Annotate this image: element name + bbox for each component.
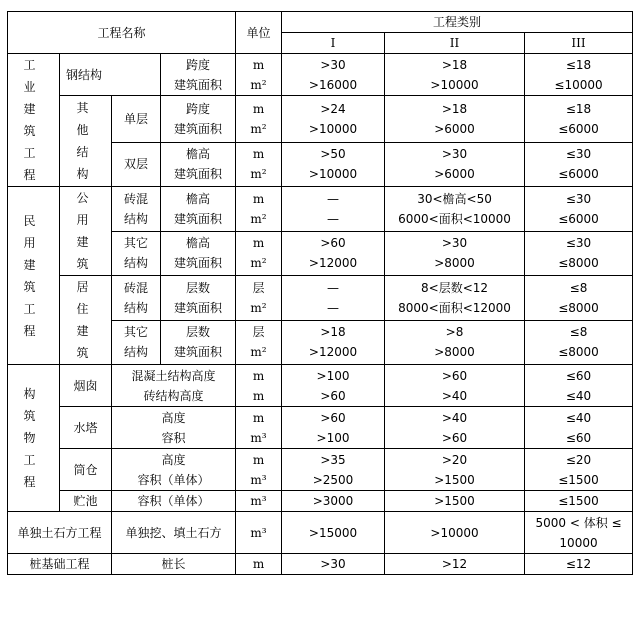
subgroup-brick-concrete: 砖混结构 bbox=[112, 276, 161, 321]
unit-cell: m m bbox=[236, 365, 282, 407]
group-civil: 民用建筑工程 bbox=[8, 187, 60, 365]
subgroup-steel: 钢结构 bbox=[60, 54, 161, 96]
unit-cell: m bbox=[236, 554, 282, 575]
subgroup-storage-pool: 贮池 bbox=[60, 491, 112, 512]
subgroup-pile-length: 桩长 bbox=[112, 554, 236, 575]
value-cell: >40 >60 bbox=[385, 407, 525, 449]
value-cell: ≤8 ≤8000 bbox=[525, 320, 633, 365]
value-cell: ≤20 ≤1500 bbox=[525, 449, 633, 491]
group-structure: 构筑物工程 bbox=[8, 365, 60, 512]
subgroup-double-floor: 双层 bbox=[112, 142, 161, 187]
subgroup-chimney: 烟囱 bbox=[60, 365, 112, 407]
value-cell: 5000 < 体积 ≤ 10000 bbox=[525, 512, 633, 554]
unit-cell: 层 m² bbox=[236, 320, 282, 365]
value-cell: >24 >10000 bbox=[282, 96, 385, 143]
value-cell: >30 >16000 bbox=[282, 54, 385, 96]
unit-cell: m m² bbox=[236, 142, 282, 187]
header-category: 工程类别 bbox=[282, 12, 633, 33]
value-cell: ≤30 ≤6000 bbox=[525, 187, 633, 232]
value-cell: >8 >8000 bbox=[385, 320, 525, 365]
metric-cell: 檐高 建筑面积 bbox=[161, 187, 236, 232]
value-cell: >15000 bbox=[282, 512, 385, 554]
subgroup-other: 其它结构 bbox=[112, 231, 161, 276]
header-class-3: III bbox=[525, 33, 633, 54]
value-cell: 30<檐高<50 6000<面积<10000 bbox=[385, 187, 525, 232]
unit-cell: m m³ bbox=[236, 449, 282, 491]
value-cell: ≤60 ≤40 bbox=[525, 365, 633, 407]
value-cell: >20 >1500 bbox=[385, 449, 525, 491]
metric-cell: 檐高 建筑面积 bbox=[161, 231, 236, 276]
metric-cell: 檐高 建筑面积 bbox=[161, 142, 236, 187]
unit-cell: 层 m² bbox=[236, 276, 282, 321]
metric-cell: 层数 建筑面积 bbox=[161, 320, 236, 365]
value-cell: ≤40 ≤60 bbox=[525, 407, 633, 449]
value-cell: >100 >60 bbox=[282, 365, 385, 407]
unit-cell: m m² bbox=[236, 187, 282, 232]
value-cell: ≤12 bbox=[525, 554, 633, 575]
value-cell: >18 >12000 bbox=[282, 320, 385, 365]
subgroup-residential-building: 居住建筑 bbox=[60, 276, 112, 365]
metric-cell: 层数 建筑面积 bbox=[161, 276, 236, 321]
value-cell: >1500 bbox=[385, 491, 525, 512]
unit-cell: m m² bbox=[236, 54, 282, 96]
value-cell: ≤30 ≤6000 bbox=[525, 142, 633, 187]
subgroup-silo: 筒仓 bbox=[60, 449, 112, 491]
header-unit: 单位 bbox=[236, 12, 282, 54]
value-cell: ≤8 ≤8000 bbox=[525, 276, 633, 321]
value-cell: >12 bbox=[385, 554, 525, 575]
metric-cell: 高度 容积 bbox=[112, 407, 236, 449]
metric-cell: 混凝土结构高度 砖结构高度 bbox=[112, 365, 236, 407]
value-cell: >10000 bbox=[385, 512, 525, 554]
metric-cell: 跨度 建筑面积 bbox=[161, 54, 236, 96]
subgroup-single-excavation: 单独挖、填土石方 bbox=[112, 512, 236, 554]
value-cell: — — bbox=[282, 187, 385, 232]
group-pile: 桩基础工程 bbox=[8, 554, 112, 575]
value-cell: — — bbox=[282, 276, 385, 321]
unit-cell: m³ bbox=[236, 512, 282, 554]
value-cell: 8<层数<12 8000<面积<12000 bbox=[385, 276, 525, 321]
value-cell: >30 >6000 bbox=[385, 142, 525, 187]
unit-cell: m m² bbox=[236, 231, 282, 276]
metric-cell: 跨度 建筑面积 bbox=[161, 96, 236, 143]
unit-cell: m³ bbox=[236, 491, 282, 512]
metric-cell: 高度 容积（单体） bbox=[112, 449, 236, 491]
value-cell: >60 >100 bbox=[282, 407, 385, 449]
subgroup-other: 其它结构 bbox=[112, 320, 161, 365]
value-cell: >35 >2500 bbox=[282, 449, 385, 491]
value-cell: ≤1500 bbox=[525, 491, 633, 512]
group-earthwork: 单独土石方工程 bbox=[8, 512, 112, 554]
subgroup-water-tower: 水塔 bbox=[60, 407, 112, 449]
value-cell: >50 >10000 bbox=[282, 142, 385, 187]
value-cell: ≤30 ≤8000 bbox=[525, 231, 633, 276]
header-project-name: 工程名称 bbox=[8, 12, 236, 54]
header-class-1: I bbox=[282, 33, 385, 54]
value-cell: ≤18 ≤6000 bbox=[525, 96, 633, 143]
header-class-2: II bbox=[385, 33, 525, 54]
value-cell: >60 >12000 bbox=[282, 231, 385, 276]
unit-cell: m m² bbox=[236, 96, 282, 143]
metric-cell: 容积（单体） bbox=[112, 491, 236, 512]
project-classification-table bbox=[7, 11, 633, 575]
value-cell: >30 >8000 bbox=[385, 231, 525, 276]
subgroup-brick-concrete: 砖混结构 bbox=[112, 187, 161, 232]
unit-cell: m m³ bbox=[236, 407, 282, 449]
value-cell: >18 >10000 bbox=[385, 54, 525, 96]
value-cell: ≤18 ≤10000 bbox=[525, 54, 633, 96]
subgroup-single-floor: 单层 bbox=[112, 96, 161, 143]
value-cell: >60 >40 bbox=[385, 365, 525, 407]
subgroup-other-structure: 其他结构 bbox=[60, 96, 112, 187]
value-cell: >30 bbox=[282, 554, 385, 575]
value-cell: >3000 bbox=[282, 491, 385, 512]
value-cell: >18 >6000 bbox=[385, 96, 525, 143]
group-industrial: 工业建筑工程 bbox=[8, 54, 60, 187]
subgroup-public-building: 公用建筑 bbox=[60, 187, 112, 276]
